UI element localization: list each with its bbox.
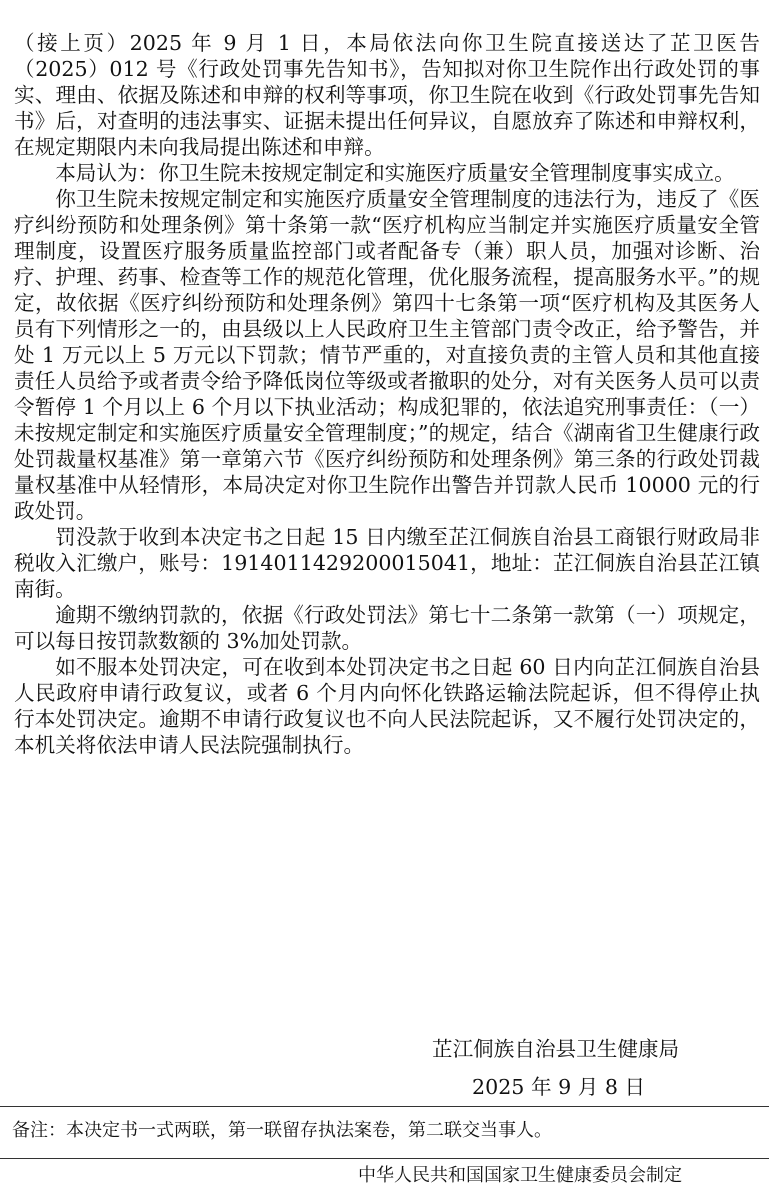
issuing-agency: 芷江侗族自治县卫生健康局 — [432, 1037, 680, 1061]
issue-date: 2025 年 9 月 8 日 — [472, 1075, 646, 1099]
paragraph-payment: 罚没款于收到本决定书之日起 15 日内缴至芷江侗族自治县工商银行财政局非税收入汇缴户，账号：1914011429200015041，地址：芷江侗族自治县芷江镇南街。 — [14, 525, 760, 601]
divider-bottom — [0, 1158, 769, 1159]
paragraph-legal-basis: 你卫生院未按规定制定和实施医疗质量安全管理制度的违法行为，违反了《医疗纠纷预防和处理条例》第十条第一款“医疗机构应当制定并实施医疗质量安全管理制度，设置医疗服务质量监控部门或者配备专（兼）职人员，加强对诊断、治疗、护理、药事、检查等工作的规范化管理，优化服务流程，提高服务水平。”的规定，故依据《医疗纠纷预防和处理条例》第四十七条第一项“医疗机构及其医务人员有下列情形之一的，由县级以上人民政府卫生主管部门责令改正，给予警告，并处 1 万元以上 5 万元以下罚款；情节严重的，对直接负责的主管人员和其他直接责任人员给予或者责令给予降低岗位等级或者撤职的处分，对有关医务人员可以责令暂停 1 个月以上 6 个月以下执业活动；构成犯罪的，依法追究刑事责任：（一）未按规定制定和实施医疗质量安全管理制度；”的规定，结合《湖南省卫生健康行政处罚裁量权基准》第一章第六节《医疗纠纷预防和处理条例》第三条的行政处罚裁量权基准中从轻情形，本局决定对你卫生院作出警告并罚款人民币 10000 元的行政处罚。 — [14, 187, 760, 523]
paragraph-late-penalty: 逾期不缴纳罚款的，依据《行政处罚法》第七十二条第一款第（一）项规定，可以每日按罚款数额的 3%加处罚款。 — [14, 603, 760, 653]
remarks-note: 备注：本决定书一式两联，第一联留存执法案卷，第二联交当事人。 — [12, 1120, 552, 1141]
form-maker: 中华人民共和国国家卫生健康委员会制定 — [358, 1165, 682, 1186]
paragraph-finding: 本局认为：你卫生院未按规定制定和实施医疗质量安全管理制度事实成立。 — [55, 161, 735, 185]
divider-top — [0, 1106, 769, 1107]
decision-body — [14, 30, 760, 758]
paragraph-appeal-rights: 如不服本处罚决定，可在收到本处罚决定书之日起 60 日内向芷江侗族自治县人民政府申请行政复议，或者 6 个月内向怀化铁路运输法院起诉，但不得停止执行本处罚决定。逾期不申请行政复议也不向人民法院起诉，又不履行处罚决定的，本机关将依法申请人民法院强制执行。 — [14, 655, 760, 757]
paragraph-service-record: （接上页）2025 年 9 月 1 日，本局依法向你卫生院直接送达了芷卫医告（2025）012 号《行政处罚事先告知书》，告知拟对你卫生院作出行政处罚的事实、理由、依据及陈述和申辩的权利等事项，你卫生院在收到《行政处罚事先告知书》后，对查明的违法事实、证据未提出任何异议，自愿放弃了陈述和申辩权利，在规定期限内未向我局提出陈述和申辩。 — [14, 31, 760, 159]
